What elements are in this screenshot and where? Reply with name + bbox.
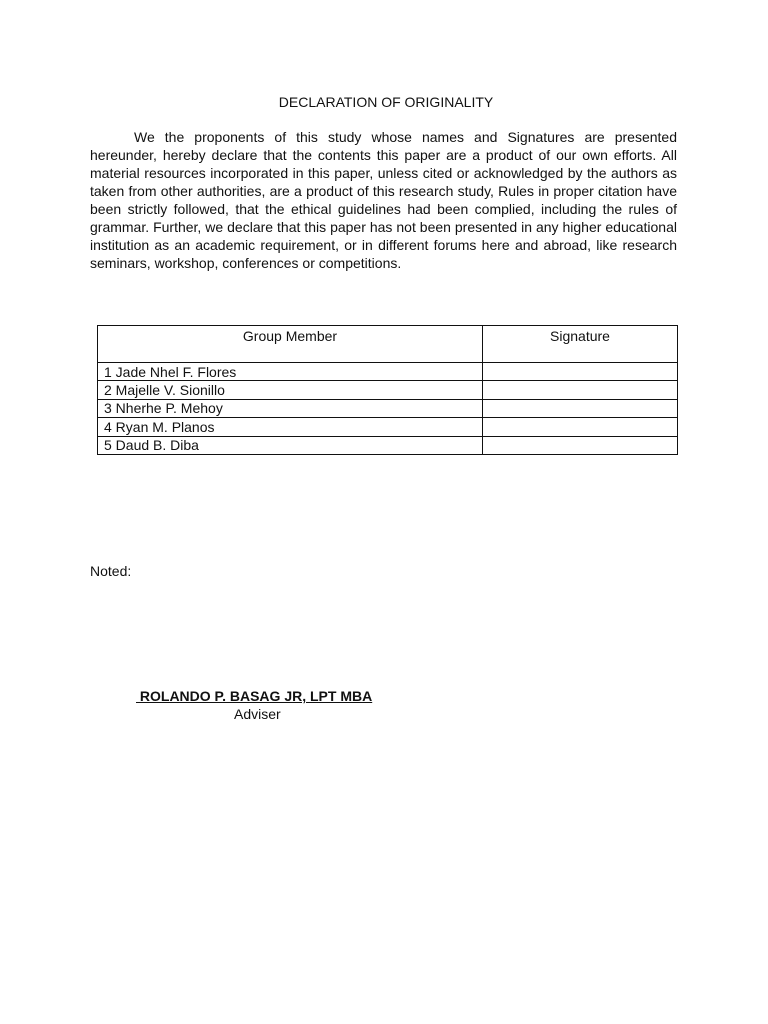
adviser-role: Adviser bbox=[234, 706, 281, 722]
signature-cell bbox=[483, 381, 678, 399]
member-name: 1 Jade Nhel F. Flores bbox=[98, 363, 483, 381]
member-name: 2 Majelle V. Sionillo bbox=[98, 381, 483, 399]
member-name: 4 Ryan M. Planos bbox=[98, 418, 483, 436]
table-row bbox=[98, 418, 678, 436]
adviser-name: ROLANDO P. BASAG JR, LPT MBA bbox=[136, 688, 373, 704]
members-table bbox=[97, 325, 678, 455]
member-name: 3 Nherhe P. Mehoy bbox=[98, 399, 483, 417]
noted-label: Noted: bbox=[90, 563, 132, 579]
table-row bbox=[98, 436, 678, 454]
table-header-row bbox=[98, 326, 678, 363]
signature-cell bbox=[483, 436, 678, 454]
table-row bbox=[98, 363, 678, 381]
table-row bbox=[98, 399, 678, 417]
member-name: 5 Daud B. Diba bbox=[98, 436, 483, 454]
signature-cell bbox=[483, 399, 678, 417]
table-row bbox=[98, 381, 678, 399]
header-signature: Signature bbox=[483, 326, 678, 363]
header-group-member: Group Member bbox=[98, 326, 483, 363]
signature-cell bbox=[483, 363, 678, 381]
declaration-paragraph: We the proponents of this study whose names and Signatures are presented hereunder, hereby declare that the contents this paper are a product of our own efforts. All material resources incorporated in this paper, unless cited or acknowledged by the authors as taken from other authorities, are a product of this research study, Rules in proper citation have been strictly followed, that the ethical guidelines had been complied, including the rules of grammar. Further, we declare that this paper has not been presented in any higher educational institution as an academic requirement, or in different forums here and abroad, like research seminars, workshop, conferences or competitions. bbox=[90, 129, 677, 271]
signature-cell bbox=[483, 418, 678, 436]
page-title: DECLARATION OF ORIGINALITY bbox=[278, 94, 494, 110]
